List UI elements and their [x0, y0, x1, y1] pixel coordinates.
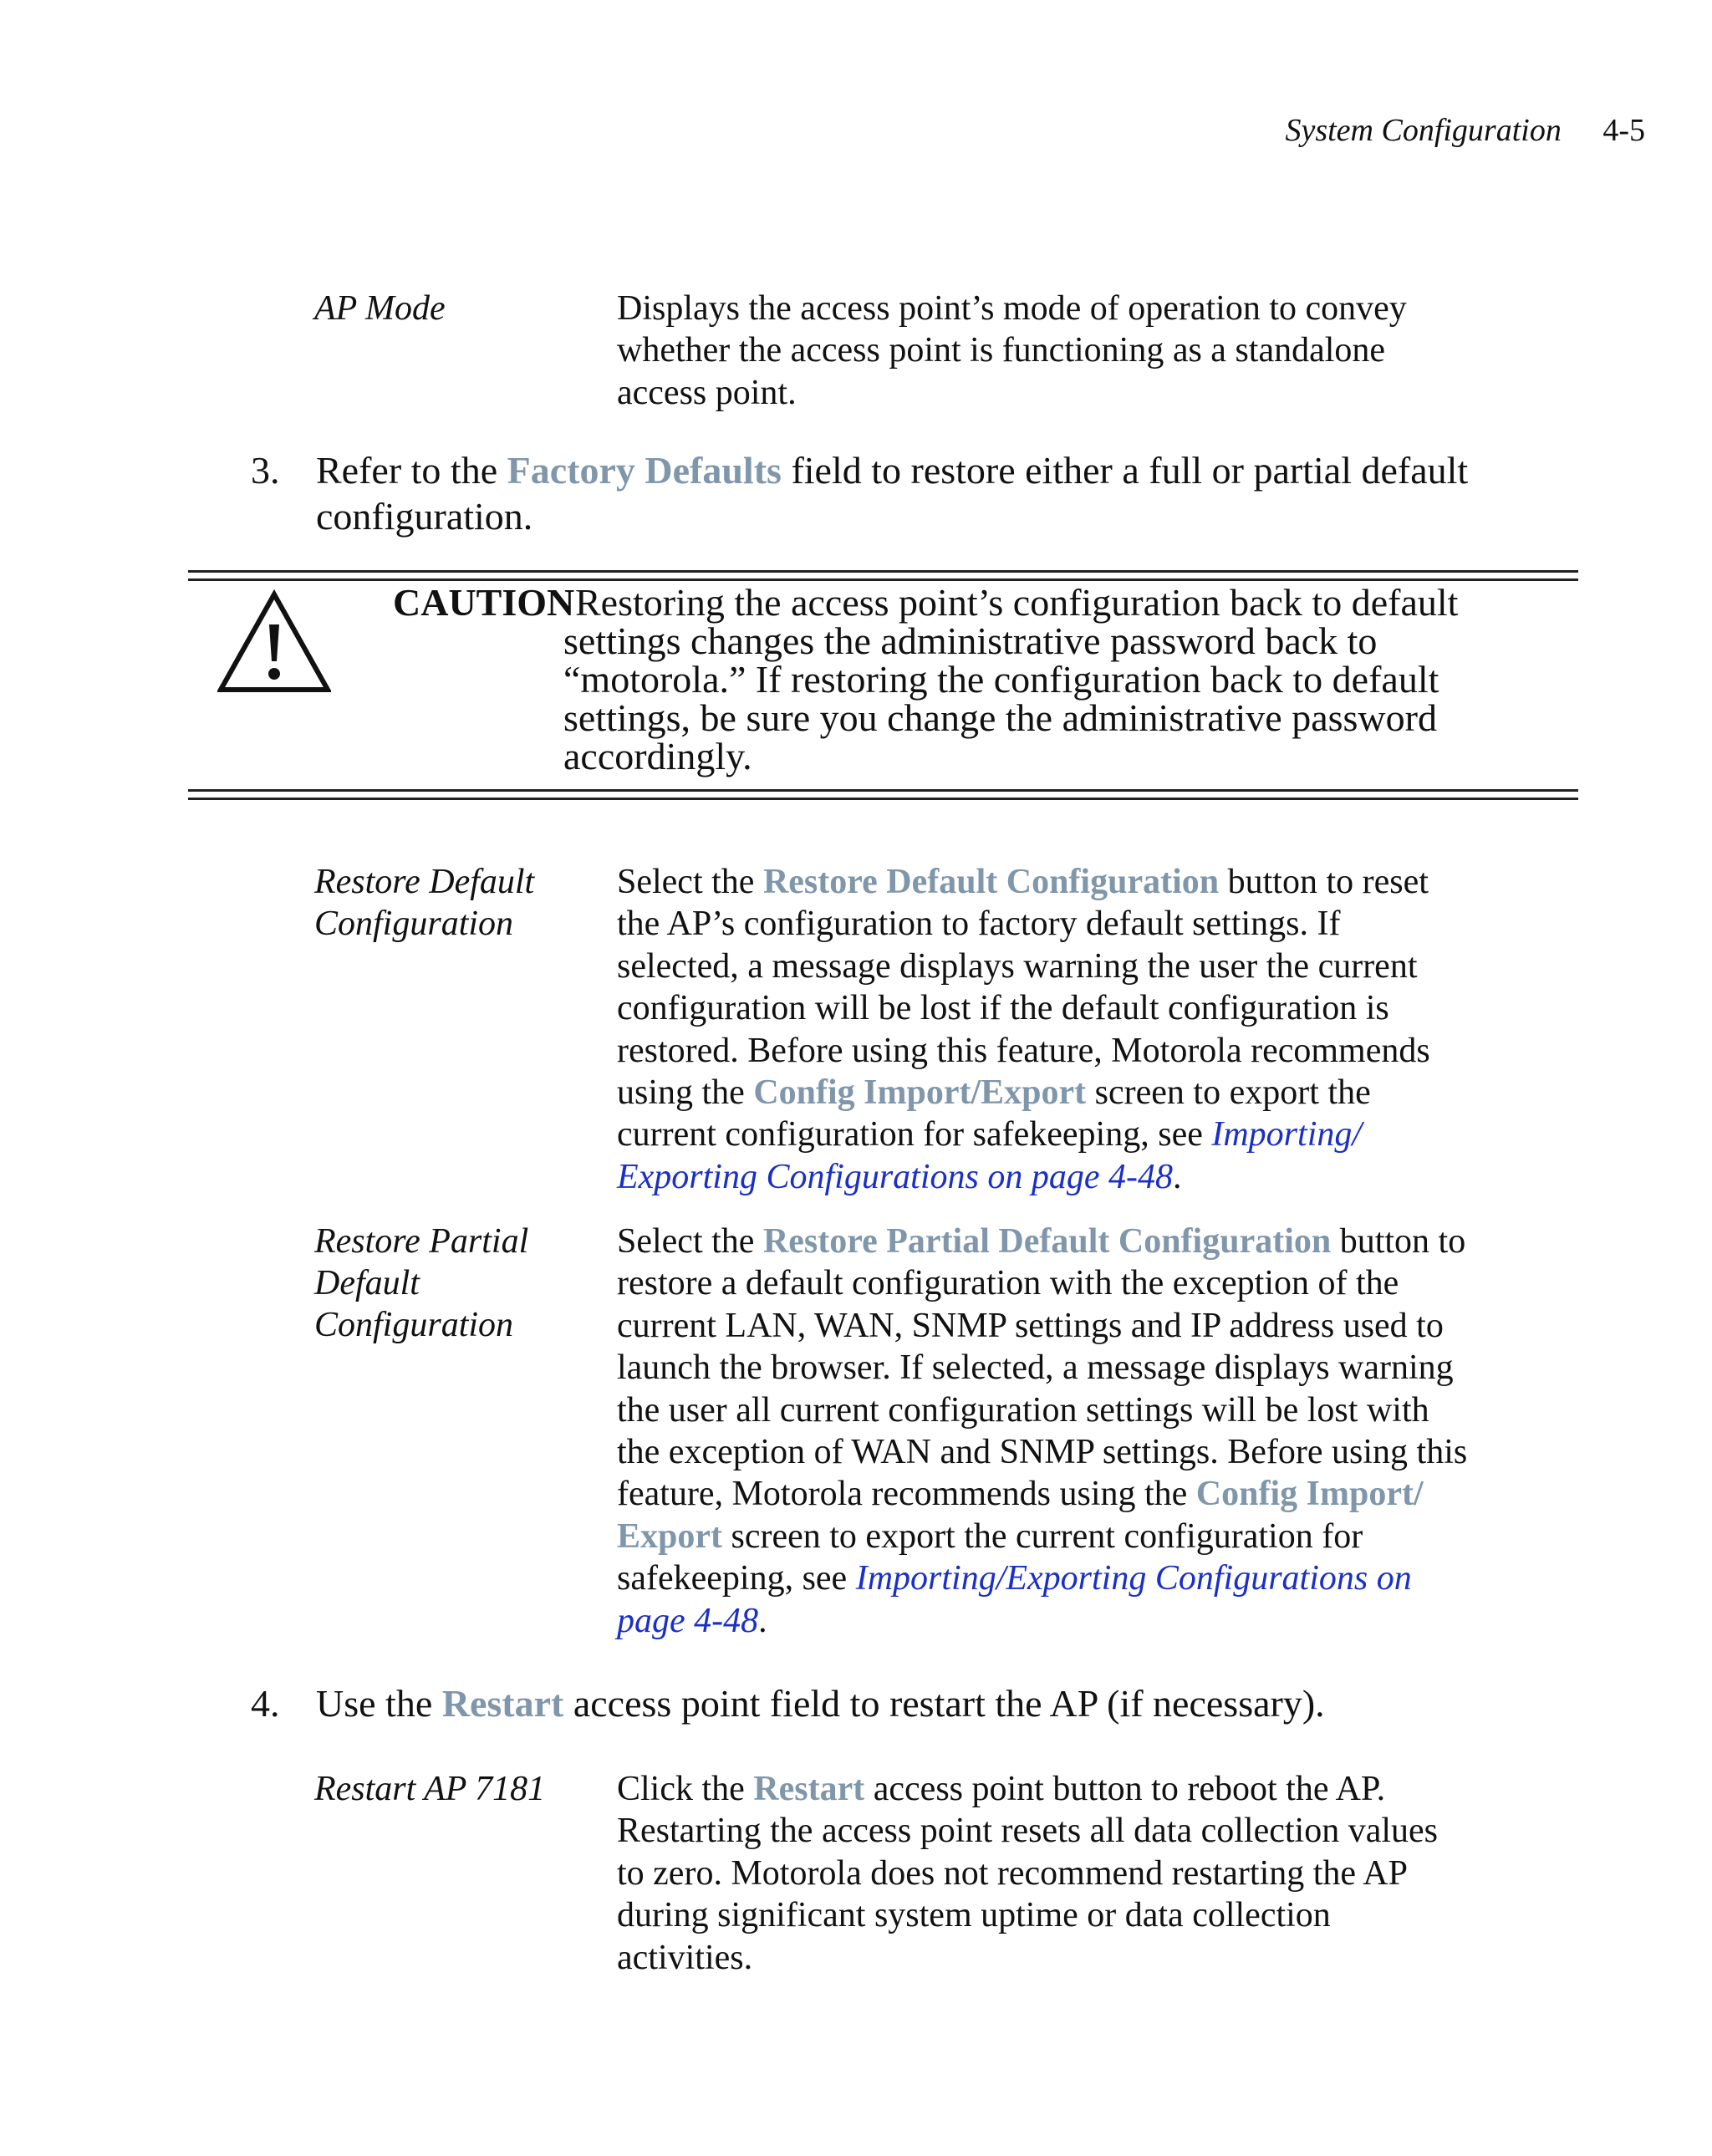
term-restart-ap: Restart AP 7181 [314, 1770, 546, 1808]
section-title: System Configuration [1285, 113, 1562, 148]
running-header [1285, 112, 1645, 149]
warning-triangle-icon [217, 589, 331, 694]
desc-restore-partial: Select the Restore Partial Default Configuration button to restore a default configuration with the exception of the current LAN, WAN, SNMP settings and IP address used to launch the browser. If selected, a message displays warning the user all current configuration settings will be lost with the exception of WAN and SNMP settings. Before using this feature, Motorola recommends using the Config Import/ Export screen to export the current configuration for safekeeping, see Importing/Exporting Configurations on page 4-48. [617, 1222, 1468, 1640]
caution-rule-top [188, 570, 1578, 573]
ui-factory-defaults: Factory Defaults [507, 449, 782, 492]
ui-restart: Restart [441, 1682, 564, 1725]
page-number: 4-5 [1602, 113, 1645, 148]
step-number: 3. [251, 449, 280, 492]
ui-restart: Restart [753, 1770, 865, 1808]
step-number: 4. [251, 1682, 280, 1725]
ui-restore-partial-default-configuration: Restore Partial Default Configuration [762, 1222, 1332, 1261]
caution-rule-bottom-2 [188, 798, 1578, 800]
caution-label: CAUTION [393, 581, 575, 624]
caution-rule-bottom [188, 789, 1578, 792]
xref-importing-exporting[interactable]: Importing/Exporting Configurations on page 4-48 [617, 1559, 1412, 1640]
caution-text: Restoring the access point’s configuration back to default settings changes the administrative password back to “motorola.” If restoring the configuration back to default settings, be sure you change the administrative password accordingly. [563, 581, 1459, 777]
desc-restart-ap: Click the Restart access point button to reboot the AP. Restarting the access point resets all data collection values to zero. Motorola does not recommend restarting the AP during significant system uptime or data collection activities. [617, 1770, 1438, 1977]
step-text: Use the Restart access point field to restart the AP (if necessary). [316, 1682, 1325, 1725]
desc-restore-default: Select the Restore Default Configuration button to reset the AP’s configuration to factory default settings. If selected, a message displays warning the user the current configuration will be lost if the default configuration is restored. Before using this feature, Motorola recommends using the Config Import/Export screen to export the current configuration for safekeeping, see Importing/ Exporting Configurations on page 4-48. [617, 863, 1430, 1196]
ui-config-import-export: Config Import/Export [753, 1073, 1087, 1113]
term-ap-mode: AP Mode [314, 289, 446, 328]
step-text: Refer to the Factory Defaults field to restore either a full or partial default configuration. [316, 449, 1469, 538]
xref-importing-exporting[interactable]: Importing/ Exporting Configurations on page 4-48 [617, 1115, 1363, 1196]
ui-config-import-export: Config Import/ Export [617, 1475, 1424, 1556]
term-restore-default: Restore Default Configuration [314, 863, 535, 943]
term-restore-partial: Restore Partial Default Configuration [314, 1222, 529, 1344]
ui-restore-default-configuration: Restore Default Configuration [762, 863, 1220, 901]
desc-ap-mode: Displays the access point’s mode of operation to convey whether the access point is functioning as a standalone access point. [617, 289, 1407, 412]
